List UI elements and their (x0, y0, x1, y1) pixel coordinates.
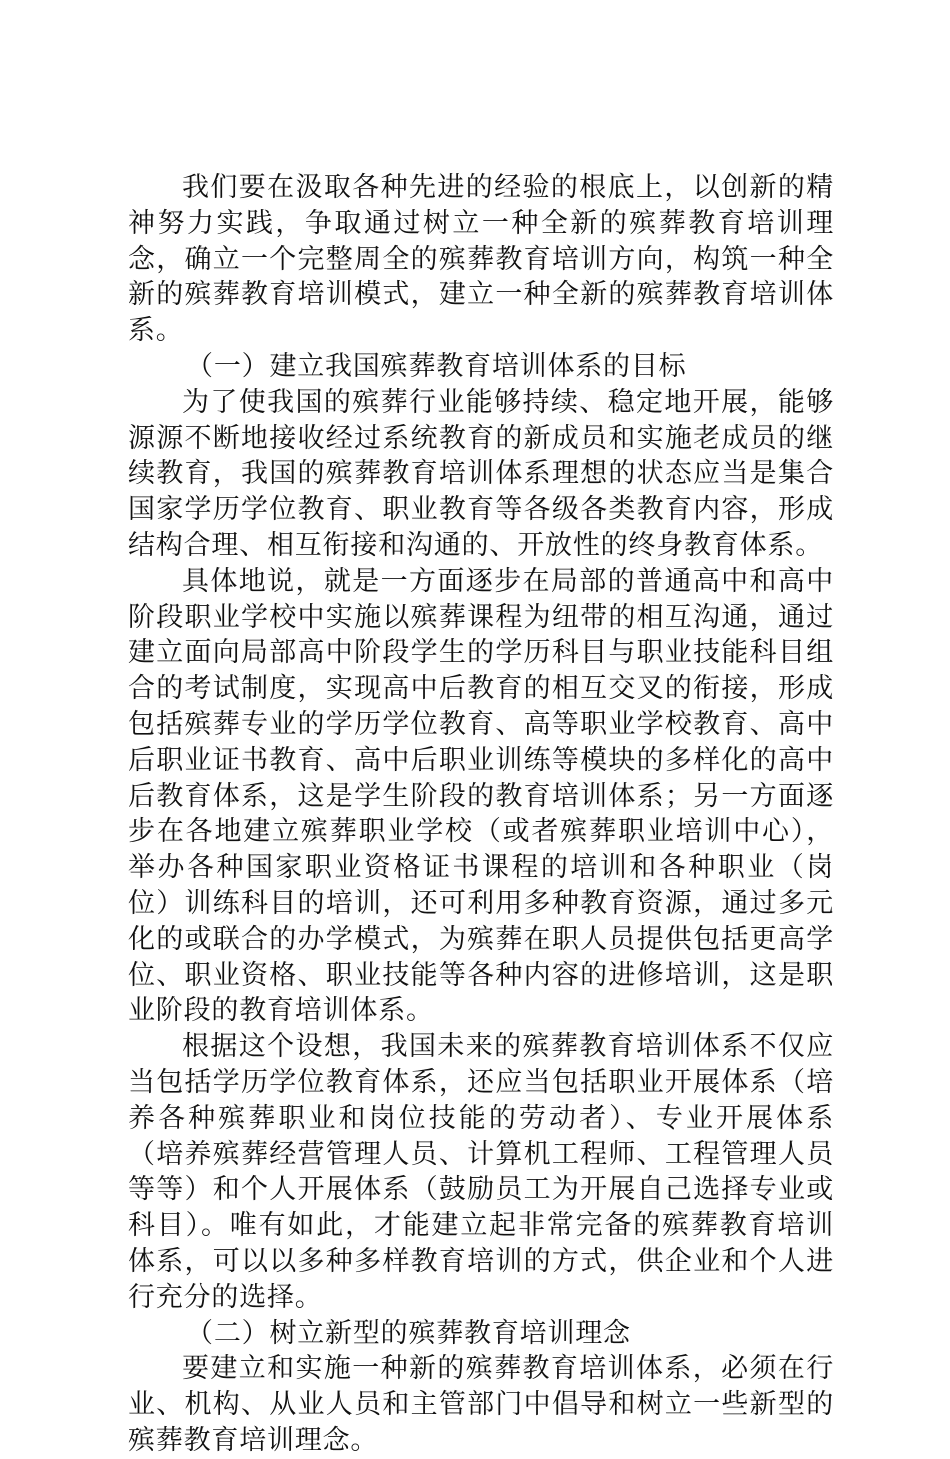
paragraph-future-system: 根据这个设想，我国未来的殡葬教育培训体系不仅应当包括学历学位教育体系，还应当包括职业开展体系（培养各种殡葬职业和岗位技能的劳动者）、专业开展体系（培养殡葬经营管理人员、计算机工程师、工程管理人员等等）和个人开展体系（鼓励员工为开展自己选择专业或科目）。唯有如此，才能建立起非常完备的殡葬教育培训体系，可以以多种多样教育培训的方式，供企业和个人进行充分的选择。 (128, 1031, 834, 1313)
section-heading-goal: （一）建立我国殡葬教育培训体系的目标 (186, 350, 687, 382)
section-heading-concept: （二）树立新型的殡葬教育培训理念 (186, 1317, 631, 1349)
paragraph-new-concept: 要建立和实施一种新的殡葬教育培训体系，必须在行业、机构、从业人员和主管部门中倡导和树立一些新型的殡葬教育培训理念。 (128, 1353, 834, 1456)
paragraph-ideal-state: 为了使我国的殡葬行业能够持续、稳定地开展，能够源源不断地接收经过系统教育的新成员和实施老成员的继续教育，我国的殡葬教育培训体系理想的状态应当是集合国家学历学位教育、职业教育等各级各类教育内容，形成结构合理、相互衔接和沟通的、开放性的终身教育体系。 (128, 386, 834, 561)
document-body (128, 170, 834, 1459)
paragraph-specifics: 具体地说，就是一方面逐步在局部的普通高中和高中阶段职业学校中实施以殡葬课程为纽带的相互沟通，通过建立面向局部高中阶段学生的学历科目与职业技能科目组合的考试制度，实现高中后教育的相互交叉的衔接，形成包括殡葬专业的学历学位教育、高等职业学校教育、高中后职业证书教育、高中后职业训练等模块的多样化的高中后教育体系，这是学生阶段的教育培训体系；另一方面逐步在各地建立殡葬职业学校（或者殡葬职业培训中心），举办各种国家职业资格证书课程的培训和各种职业（岗位）训练科目的培训，还可利用多种教育资源，通过多元化的或联合的办学模式，为殡葬在职人员提供包括更高学位、职业资格、职业技能等各种内容的进修培训，这是职业阶段的教育培训体系。 (128, 565, 834, 1027)
paragraph-intro: 我们要在汲取各种先进的经验的根底上，以创新的精神努力实践，争取通过树立一种全新的殡葬教育培训理念，确立一个完整周全的殡葬教育培训方向，构筑一种全新的殡葬教育培训模式，建立一种全新的殡葬教育培训体系。 (128, 172, 834, 347)
